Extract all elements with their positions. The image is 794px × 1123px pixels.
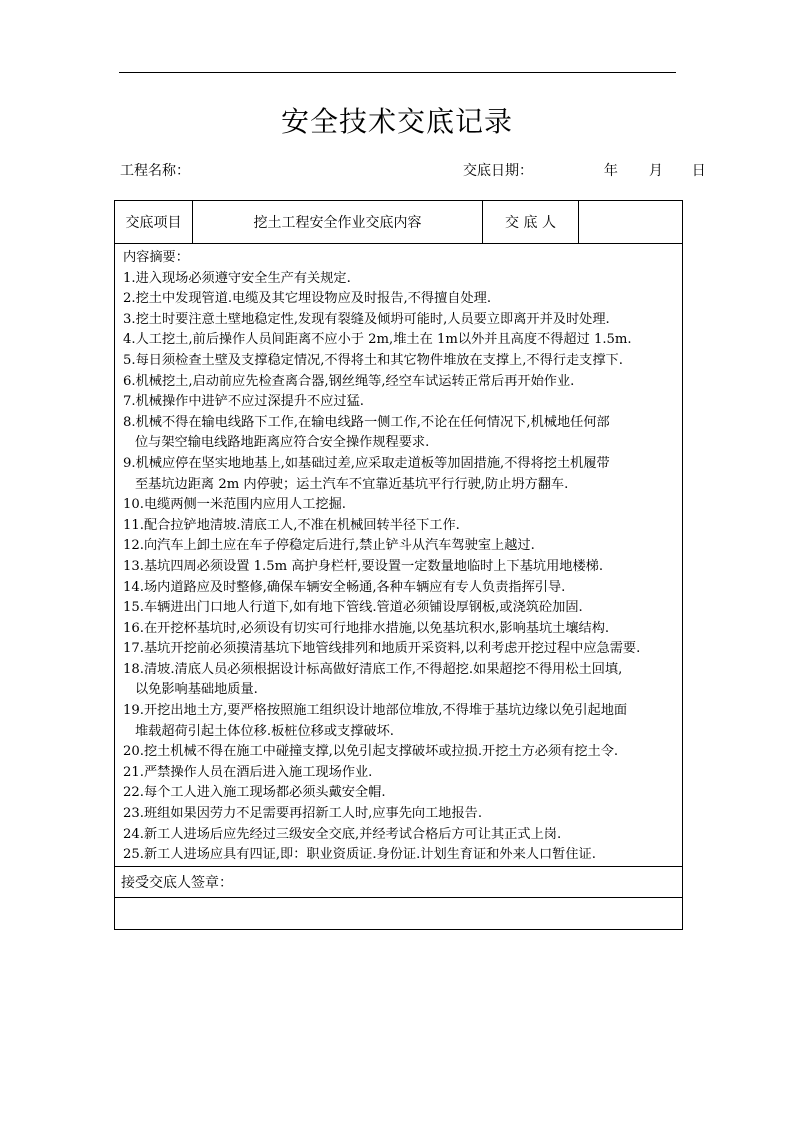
person-label-cell: 交 底 人 [483, 201, 579, 244]
top-rule [119, 72, 676, 73]
content-row [115, 244, 683, 867]
content-item: 3.挖土时要注意土壁地稳定性,发现有裂缝及倾坍可能时,人员要立即离开并及时处理. [123, 311, 610, 327]
content-item: 4.人工挖土,前后操作人员间距离不应小于 2m,堆土在 1m以外并且高度不得超过 1.5m. [123, 332, 632, 348]
date-year: 年 [603, 163, 618, 179]
person-value-cell[interactable] [579, 201, 683, 244]
content-item: 15.车辆进出门口地人行道下,如有地下管线.管道必须铺设厚钢板,或浇筑砼加固. [123, 600, 583, 616]
item-label-cell: 交底项目 [115, 201, 193, 244]
project-name-label: 工程名称： [120, 163, 190, 179]
content-item: 8.机械不得在输电线路下工作,在输电线路一侧工作,不论在任何情况下,机械地任何部 [123, 414, 610, 430]
date-day: 日 [691, 163, 706, 179]
content-item-continuation: 位与架空输电线路地距离应符合安全操作规程要求. [135, 435, 430, 451]
disclosure-form-table [114, 200, 683, 930]
item-value-cell: 挖土工程安全作业交底内容 [193, 201, 483, 244]
content-item: 2.挖土中发现管道.电缆及其它埋设物应及时报告,不得擅自处理. [123, 291, 492, 307]
content-item: 18.清坡.清底人员必须根据设计标高做好清底工作,不得超挖.如果超挖不得用松土回填, [123, 661, 623, 677]
content-item: 12.向汽车上卸土应在车子停稳定后进行,禁止铲斗从汽车驾驶室上越过. [123, 538, 535, 554]
content-item: 24.新工人进场后应先经过三级安全交底,并经考试合格后方可让其正式上岗. [123, 826, 562, 842]
content-item: 25.新工人进场应具有四证,即：职业资质证.身份证.计划生育证和外来人口暂住证. [123, 847, 596, 863]
header-row [115, 201, 683, 244]
content-item: 17.基坑开挖前必须摸清基坑下地管线排列和地质开采资料,以利考虑开挖过程中应急需要. [123, 641, 641, 657]
content-item-continuation: 以免影响基础地质量. [135, 682, 258, 698]
date-field [463, 160, 706, 180]
date-month: 月 [648, 163, 663, 179]
content-item: 7.机械操作中进铲不应过深提升不应过猛. [123, 394, 364, 410]
date-label: 交底日期： [463, 163, 533, 179]
content-item: 13.基坑四周必须设置 1.5m 高护身栏杆,要设置一定数量地临时上下基坑用地楼梯. [123, 558, 604, 574]
content-item: 9.机械应停在坚实地地基上,如基础过差,应采取走道板等加固措施,不得将挖土机履带 [123, 455, 610, 471]
content-item: 19.开挖出地土方,要严格按照施工组织设计地部位堆放,不得堆于基坑边缘以免引起地面 [123, 703, 628, 719]
content-cell [115, 244, 683, 867]
content-item: 1.进入现场必须遵守安全生产有关规定. [123, 270, 351, 286]
content-item: 20.挖土机械不得在施工中碰撞支撑,以免引起支撑破坏或拉损.开挖土方必须有挖土令. [123, 744, 619, 760]
content-item: 16.在开挖杯基坑时,必须设有切实可行地排水措施,以免基坑积水,影响基坑土壤结构. [123, 620, 610, 636]
content-item: 23.班组如果因劳力不足需要再招新工人时,应事先向工地报告. [123, 806, 483, 822]
summary-label: 内容摘要： [123, 250, 189, 265]
content-item: 5.每日须检查土壁及支撑稳定情况,不得将土和其它物件堆放在支撑上,不得行走支撑下. [123, 352, 623, 368]
content-item: 22.每个工人进入施工现场都必须头戴安全帽. [123, 785, 386, 801]
blank-row [115, 897, 683, 929]
content-item-continuation: 堆载超荷引起土体位移.板桩位移或支撑破坏. [135, 723, 394, 739]
content-item: 10.电缆两侧一米范围内应用人工挖掘. [123, 497, 346, 513]
content-body [115, 244, 682, 866]
content-item: 21.严禁操作人员在酒后进入施工现场作业. [123, 764, 373, 780]
receiver-signature-label[interactable]: 接受交底人签章： [115, 866, 683, 897]
content-item-continuation: 至基坑边距离 2m 内停驶；运土汽车不宜靠近基坑平行行驶,防止坍方翻车. [135, 476, 569, 492]
content-item: 11.配合拉铲地清坡.清底工人,不准在机械回转半径下工作. [123, 517, 460, 533]
blank-cell [115, 897, 683, 929]
document-title: 安全技术交底记录 [280, 105, 513, 138]
signature-row [115, 866, 683, 897]
content-item: 14.场内道路应及时整修,确保车辆安全畅通,各种车辆应有专人负责指挥引导. [123, 579, 566, 595]
content-item: 6.机械挖土,启动前应先检查离合器,钢丝绳等,经空车试运转正常后再开始作业. [123, 373, 575, 389]
